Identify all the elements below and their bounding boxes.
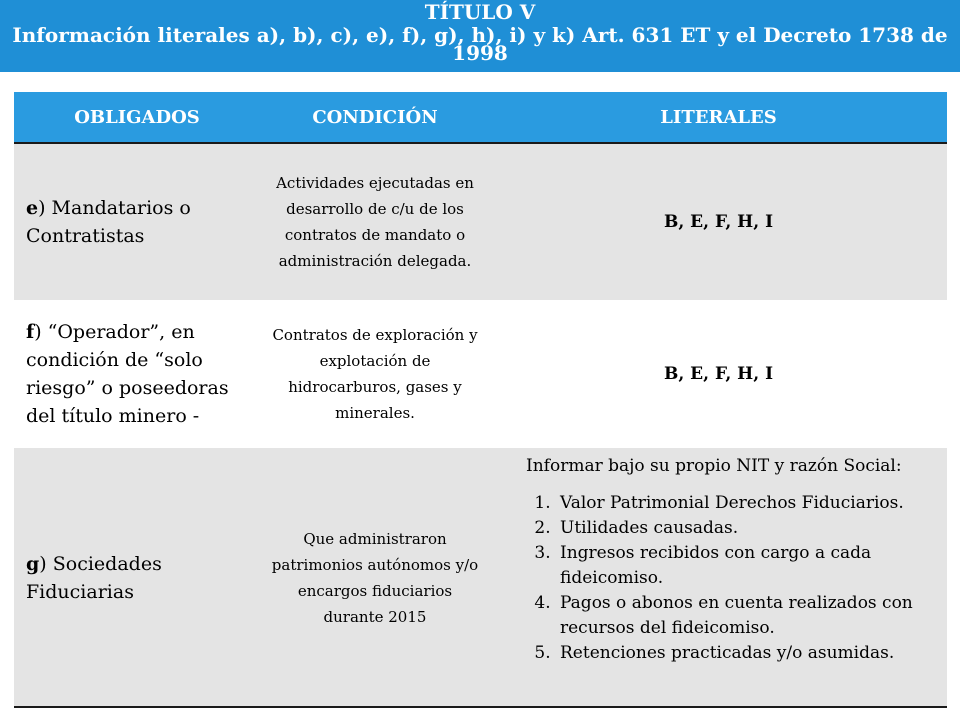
condicion-text: Que administraron patrimonios autónomos y/o encargos fiduciarios durante 2015 [271,530,479,626]
literales-cell-e [490,144,947,300]
literales-intro: Informar bajo su propio NIT y razón Social: [526,456,902,476]
obligado-cell-g [14,448,260,708]
condicion-text: Actividades ejecutadas en desarrollo de c/u de los contratos de mandato o administración delegada. [276,174,474,270]
list-item: 4. Pagos o abonos en cuenta realizados con recursos del fideicomiso. [556,591,929,641]
literales-cell-g [490,448,947,708]
list-item: 3. Ingresos recibidos con cargo a cada fideicomiso. [556,541,929,591]
row-letter: e [26,197,39,219]
condicion-text: Contratos de exploración y explotación de hidrocarburos, gases y minerales. [272,326,478,422]
literales-list [526,491,929,666]
literales-cell-f [490,300,947,448]
column-header-literales: LITERALES [490,92,947,144]
obligados-table [14,92,947,708]
obligado-cell-f [14,300,260,448]
list-item: 1. Valor Patrimonial Derechos Fiduciarios. [556,491,929,516]
condicion-cell-f [260,300,490,448]
slide-subtitle: Información literales a), b), c), e), f), g), h), i) y k) Art. 631 ET y el Decreto 1738 de 1998 [12,23,948,65]
row-letter: f [26,321,35,343]
condicion-cell-g [260,448,490,708]
obligado-text: ) “Operador”, en condición de “solo riesgo” o poseedoras del título minero - [26,321,229,427]
literales-text: B, E, F, H, I [663,212,774,232]
row-letter: g [26,553,40,575]
obligado-text: ) Sociedades Fiduciarias [26,553,162,603]
condicion-cell-e [260,144,490,300]
obligado-text: ) Mandatarios o Contratistas [26,197,191,247]
list-item: 5. Retenciones practicadas y/o asumidas. [556,641,929,666]
literales-text: B, E, F, H, I [663,364,774,384]
slide-title: TÍTULO V [424,0,536,24]
list-item: 2. Utilidades causadas. [556,516,929,541]
column-header-obligados: OBLIGADOS [14,92,260,144]
column-header-condicion: CONDICIÓN [260,92,490,144]
obligado-cell-e [14,144,260,300]
slide-header [0,0,960,72]
table-bottom-border [14,706,947,708]
